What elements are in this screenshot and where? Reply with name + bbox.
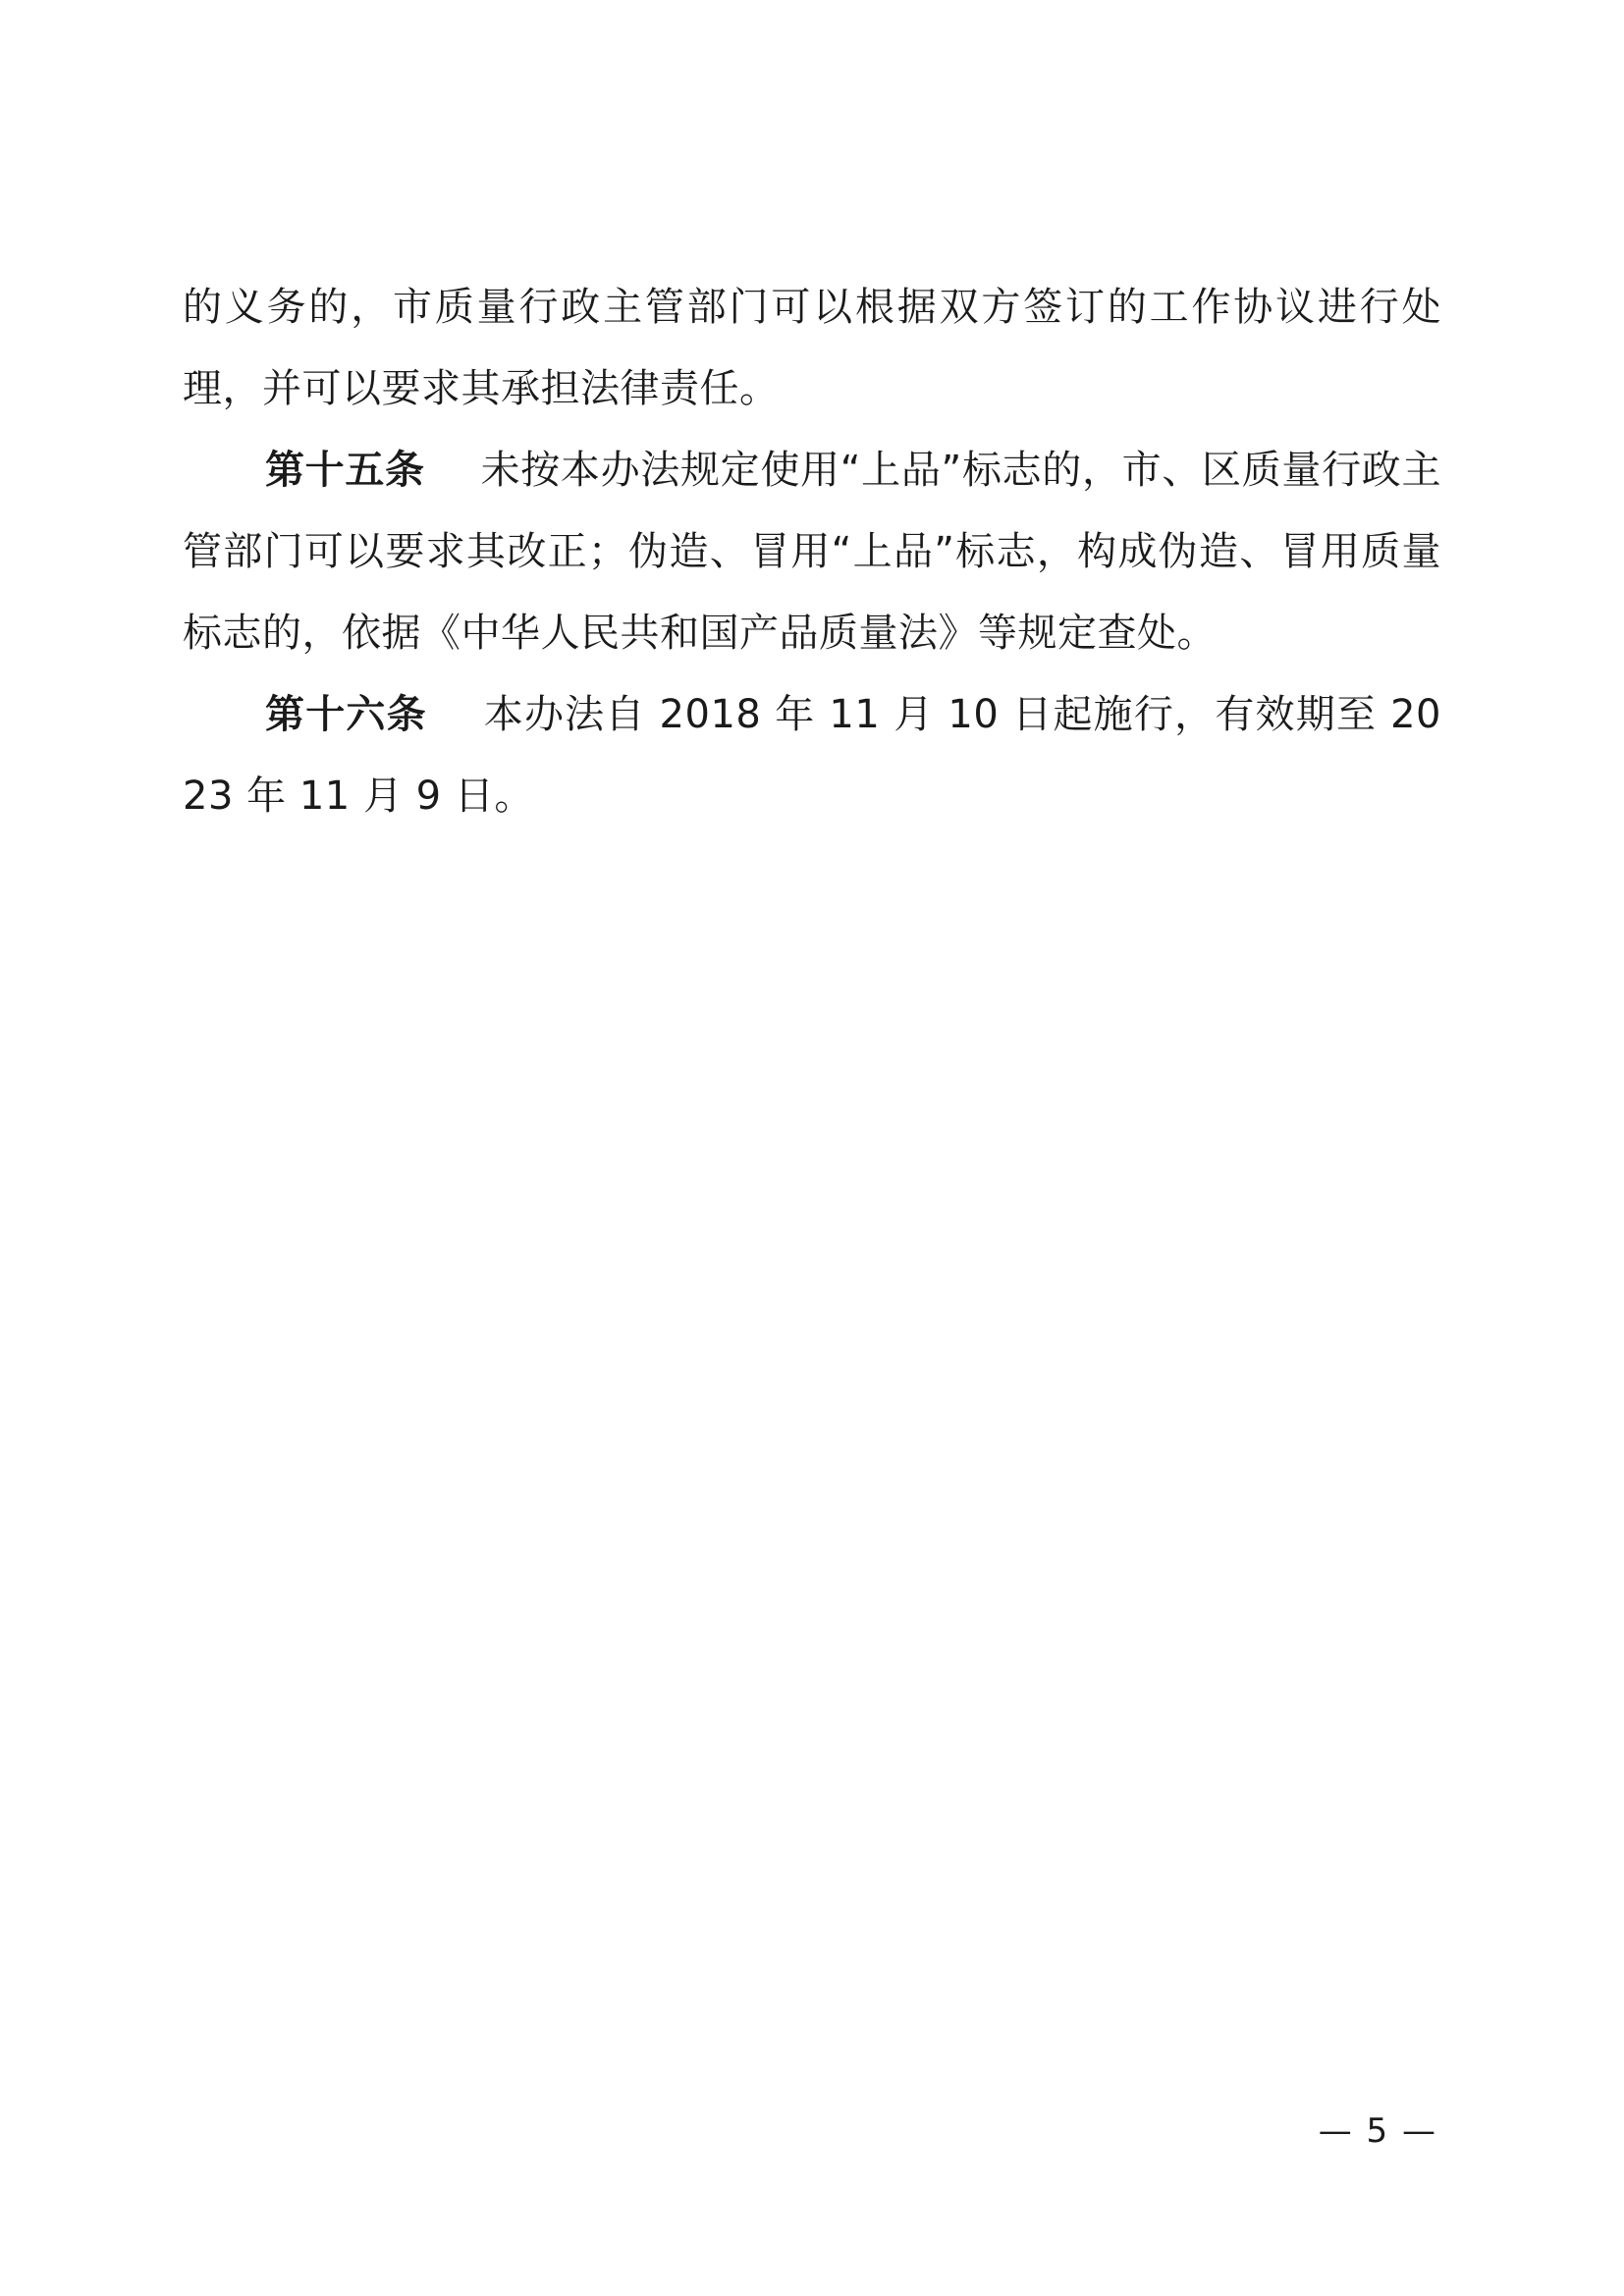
- paragraph-article-15: [183, 430, 1441, 674]
- article-label: 第十六条: [265, 692, 427, 737]
- document-body: [183, 267, 1441, 837]
- article-label: 第十五条: [265, 448, 425, 493]
- paragraph-text: 的义务的，市质量行政主管部门可以根据双方签订的工作协议进行处理，并可以要求其承担法律责任。: [183, 285, 1441, 411]
- paragraph-continuation: [183, 267, 1441, 430]
- paragraph-article-16: [183, 674, 1441, 837]
- paragraph-text: 未按本办法规定使用“上品”标志的，市、区质量行政主管部门可以要求其改正；伪造、冒用“上品”标志，构成伪造、冒用质量标志的，依据《中华人民共和国产品质量法》等规定查处。: [183, 448, 1441, 656]
- page-number: — 5 —: [1318, 2111, 1437, 2151]
- paragraph-text: 本办法自 2018 年 11 月 10 日起施行，有效期至 2023 年 11 月 9 日。: [183, 692, 1442, 819]
